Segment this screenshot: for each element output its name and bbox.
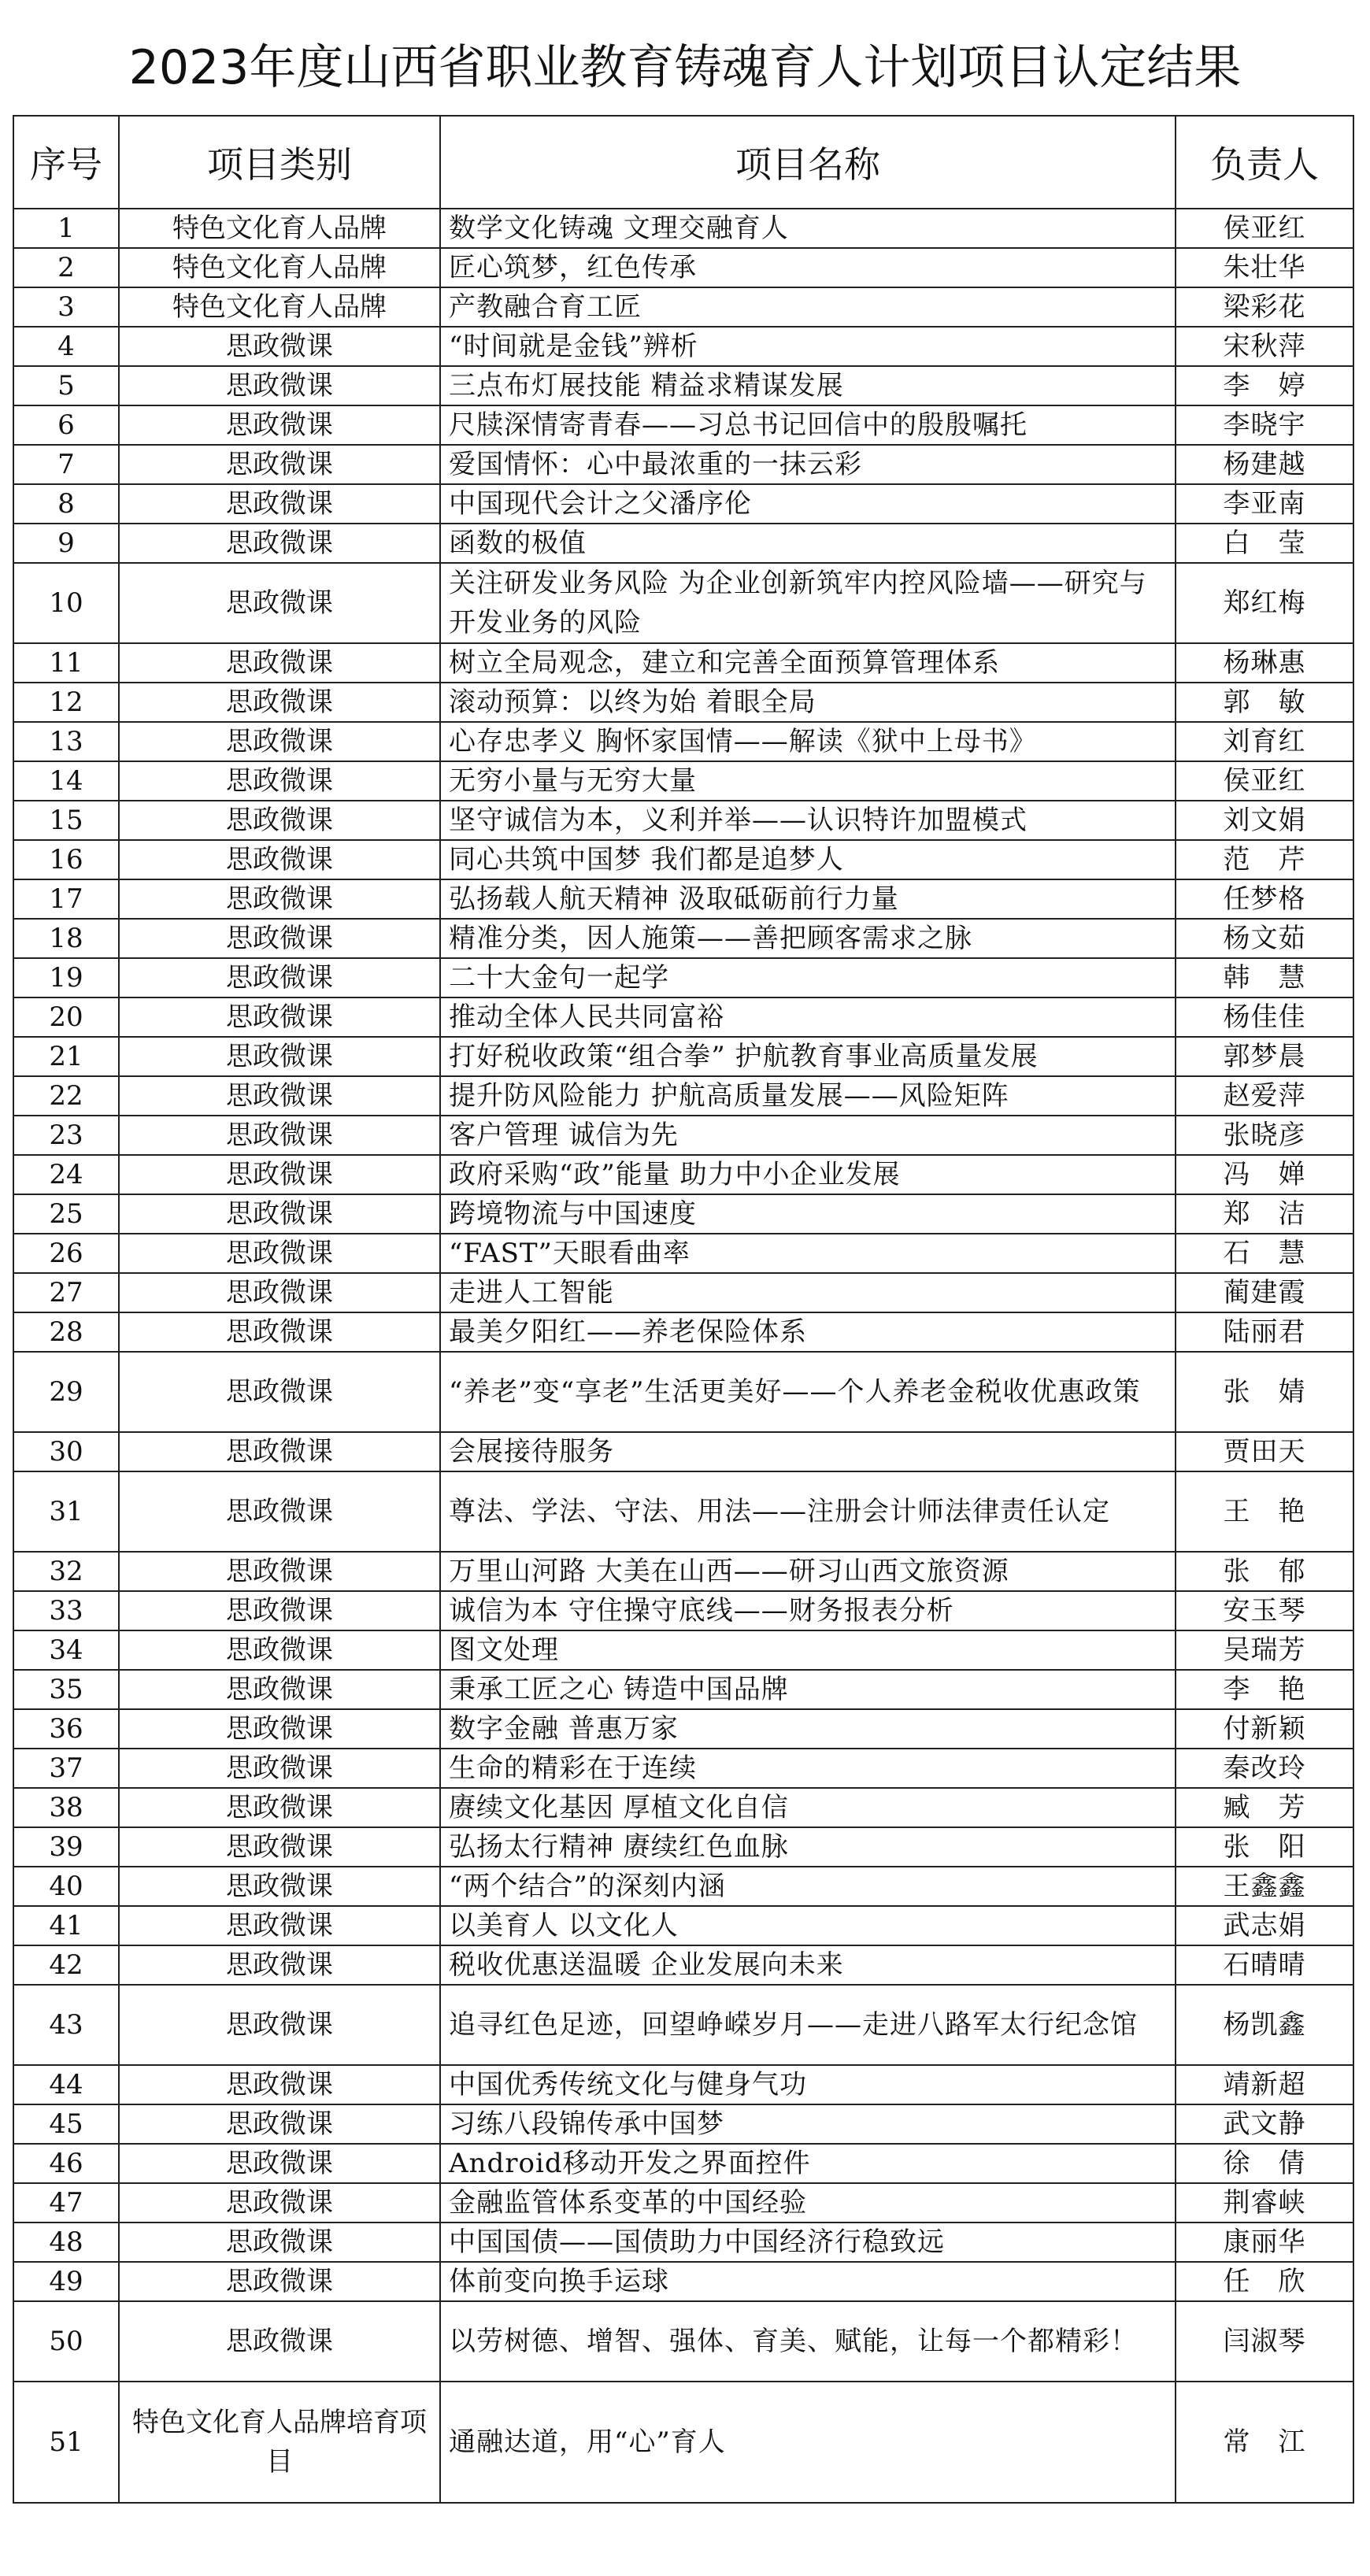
- row-project-name: 走进人工智能: [440, 1273, 1176, 1312]
- table-row: [13, 327, 1353, 366]
- row-owner: 李亚南: [1176, 484, 1353, 524]
- table-row: [13, 2301, 1353, 2382]
- row-number: 32: [13, 1552, 119, 1591]
- row-owner: 张晓彦: [1176, 1116, 1353, 1155]
- table-row: [13, 1827, 1353, 1867]
- table-row: [13, 643, 1353, 683]
- row-number: 9: [13, 524, 119, 563]
- row-project-name: 推动全体人民共同富裕: [440, 997, 1176, 1037]
- row-category: 思政微课: [119, 840, 440, 879]
- row-category: 特色文化育人品牌: [119, 287, 440, 327]
- row-category: 思政微课: [119, 1352, 440, 1432]
- table-row: [13, 484, 1353, 524]
- row-owner: 任梦格: [1176, 879, 1353, 919]
- document-title: 2023年度山西省职业教育铸魂育人计划项目认定结果: [128, 40, 1242, 95]
- table-row: [13, 1788, 1353, 1827]
- row-number: 51: [13, 2382, 119, 2503]
- row-owner: 刘文娟: [1176, 801, 1353, 840]
- table-row: [13, 997, 1353, 1037]
- row-owner: 朱壮华: [1176, 248, 1353, 287]
- table-row: [13, 1037, 1353, 1076]
- row-owner: 梁彩花: [1176, 287, 1353, 327]
- row-owner: 李 艳: [1176, 1670, 1353, 1709]
- row-category: 思政微课: [119, 2223, 440, 2262]
- row-category: 思政微课: [119, 1985, 440, 2065]
- row-owner: 刘育红: [1176, 722, 1353, 761]
- row-owner: 杨佳佳: [1176, 997, 1353, 1037]
- row-project-name: 三点布灯展技能 精益求精谋发展: [440, 366, 1176, 405]
- row-project-name: 政府采购“政”能量 助力中小企业发展: [440, 1155, 1176, 1194]
- row-category: 思政微课: [119, 1591, 440, 1630]
- row-project-name: 滚动预算：以终为始 着眼全局: [440, 683, 1176, 722]
- row-category: 思政微课: [119, 958, 440, 997]
- row-project-name: 打好税收政策“组合拳” 护航教育事业高质量发展: [440, 1037, 1176, 1076]
- row-number: 50: [13, 2301, 119, 2382]
- row-project-name: “时间就是金钱”辨析: [440, 327, 1176, 366]
- row-number: 18: [13, 919, 119, 958]
- table-row: [13, 2382, 1353, 2503]
- row-category: 思政微课: [119, 1155, 440, 1194]
- row-owner: 石 慧: [1176, 1234, 1353, 1273]
- row-number: 34: [13, 1630, 119, 1670]
- row-number: 41: [13, 1906, 119, 1945]
- table-row: [13, 879, 1353, 919]
- row-project-name: 客户管理 诚信为先: [440, 1116, 1176, 1155]
- row-project-name: 秉承工匠之心 铸造中国品牌: [440, 1670, 1176, 1709]
- row-owner: 靖新超: [1176, 2065, 1353, 2104]
- row-project-name: 尊法、学法、守法、用法——注册会计师法律责任认定: [440, 1471, 1176, 1552]
- table-row: [13, 683, 1353, 722]
- row-category: 思政微课: [119, 1709, 440, 1749]
- table-row: [13, 405, 1353, 445]
- row-owner: 郭 敏: [1176, 683, 1353, 722]
- row-project-name: 以劳树德、增智、强体、育美、赋能，让每一个都精彩！: [440, 2301, 1176, 2382]
- row-number: 37: [13, 1749, 119, 1788]
- table-row: [13, 1709, 1353, 1749]
- row-number: 49: [13, 2262, 119, 2301]
- row-category: 思政微课: [119, 1945, 440, 1985]
- row-category: 思政微课: [119, 327, 440, 366]
- row-owner: 陆丽君: [1176, 1312, 1353, 1352]
- row-number: 13: [13, 722, 119, 761]
- row-number: 23: [13, 1116, 119, 1155]
- row-owner: 冯 婵: [1176, 1155, 1353, 1194]
- row-owner: 杨建越: [1176, 445, 1353, 484]
- header-no: 序号: [13, 116, 119, 209]
- row-project-name: 中国优秀传统文化与健身气功: [440, 2065, 1176, 2104]
- row-project-name: 中国国债——国债助力中国经济行稳致远: [440, 2223, 1176, 2262]
- row-project-name: 诚信为本 守住操守底线——财务报表分析: [440, 1591, 1176, 1630]
- table-row: [13, 1552, 1353, 1591]
- table-row: [13, 2223, 1353, 2262]
- table-row: [13, 1234, 1353, 1273]
- row-number: 36: [13, 1709, 119, 1749]
- table-row: [13, 524, 1353, 563]
- row-project-name: 关注研发业务风险 为企业创新筑牢内控风险墙——研究与开发业务的风险: [440, 563, 1176, 643]
- table-row: [13, 1867, 1353, 1906]
- row-number: 14: [13, 761, 119, 801]
- row-project-name: “FAST”天眼看曲率: [440, 1234, 1176, 1273]
- row-category: 思政微课: [119, 1076, 440, 1116]
- row-category: 思政微课: [119, 1432, 440, 1471]
- row-number: 31: [13, 1471, 119, 1552]
- row-number: 21: [13, 1037, 119, 1076]
- table-body: [13, 209, 1353, 2503]
- row-number: 45: [13, 2104, 119, 2144]
- row-owner: 王鑫鑫: [1176, 1867, 1353, 1906]
- row-owner: 范 芹: [1176, 840, 1353, 879]
- table-row: [13, 722, 1353, 761]
- row-category: 思政微课: [119, 2104, 440, 2144]
- row-category: 特色文化育人品牌: [119, 248, 440, 287]
- table-row: [13, 1945, 1353, 1985]
- row-project-name: 跨境物流与中国速度: [440, 1194, 1176, 1234]
- row-number: 11: [13, 643, 119, 683]
- row-project-name: 弘扬载人航天精神 汲取砥砺前行力量: [440, 879, 1176, 919]
- row-category: 思政微课: [119, 2183, 440, 2223]
- row-number: 6: [13, 405, 119, 445]
- row-number: 4: [13, 327, 119, 366]
- row-category: 思政微课: [119, 1471, 440, 1552]
- table-row: [13, 2144, 1353, 2183]
- row-category: 思政微课: [119, 1273, 440, 1312]
- row-category: 思政微课: [119, 1867, 440, 1906]
- row-project-name: 中国现代会计之父潘序伦: [440, 484, 1176, 524]
- row-category: 思政微课: [119, 683, 440, 722]
- row-project-name: 通融达道，用“心”育人: [440, 2382, 1176, 2503]
- row-number: 24: [13, 1155, 119, 1194]
- row-project-name: 体前变向换手运球: [440, 2262, 1176, 2301]
- table-row: [13, 366, 1353, 405]
- row-owner: 任 欣: [1176, 2262, 1353, 2301]
- row-project-name: “两个结合”的深刻内涵: [440, 1867, 1176, 1906]
- table-row: [13, 1194, 1353, 1234]
- row-owner: 臧 芳: [1176, 1788, 1353, 1827]
- table-row: [13, 2262, 1353, 2301]
- row-owner: 秦改玲: [1176, 1749, 1353, 1788]
- row-number: 12: [13, 683, 119, 722]
- table-row: [13, 761, 1353, 801]
- row-project-name: 二十大金句一起学: [440, 958, 1176, 997]
- row-category: 思政微课: [119, 1827, 440, 1867]
- table-row: [13, 1076, 1353, 1116]
- row-number: 30: [13, 1432, 119, 1471]
- row-owner: 杨凯鑫: [1176, 1985, 1353, 2065]
- header-category: 项目类别: [119, 116, 440, 209]
- row-project-name: 以美育人 以文化人: [440, 1906, 1176, 1945]
- table-row: [13, 1471, 1353, 1552]
- table-row: [13, 2183, 1353, 2223]
- row-number: 28: [13, 1312, 119, 1352]
- row-category: 思政微课: [119, 2144, 440, 2183]
- table-row: [13, 1432, 1353, 1471]
- row-number: 47: [13, 2183, 119, 2223]
- table-row: [13, 801, 1353, 840]
- row-number: 22: [13, 1076, 119, 1116]
- row-category: 思政微课: [119, 2262, 440, 2301]
- row-project-name: 匠心筑梦，红色传承: [440, 248, 1176, 287]
- row-category: 思政微课: [119, 997, 440, 1037]
- table-row: [13, 1906, 1353, 1945]
- row-owner: 安玉琴: [1176, 1591, 1353, 1630]
- table-row: [13, 840, 1353, 879]
- row-project-name: “养老”变“享老”生活更美好——个人养老金税收优惠政策: [440, 1352, 1176, 1432]
- row-category: 思政微课: [119, 1630, 440, 1670]
- row-category: 思政微课: [119, 1552, 440, 1591]
- row-category: 思政微课: [119, 2301, 440, 2382]
- row-number: 42: [13, 1945, 119, 1985]
- row-number: 39: [13, 1827, 119, 1867]
- row-category: 思政微课: [119, 801, 440, 840]
- table-row: [13, 2065, 1353, 2104]
- row-project-name: 函数的极值: [440, 524, 1176, 563]
- row-number: 38: [13, 1788, 119, 1827]
- row-owner: 石晴晴: [1176, 1945, 1353, 1985]
- row-owner: 赵爱萍: [1176, 1076, 1353, 1116]
- row-project-name: 尺牍深情寄青春——习总书记回信中的殷殷嘱托: [440, 405, 1176, 445]
- row-owner: 郑 洁: [1176, 1194, 1353, 1234]
- row-project-name: 坚守诚信为本，义利并举——认识特许加盟模式: [440, 801, 1176, 840]
- row-number: 27: [13, 1273, 119, 1312]
- row-project-name: 产教融合育工匠: [440, 287, 1176, 327]
- row-category: 思政微课: [119, 761, 440, 801]
- row-project-name: 数学文化铸魂 文理交融育人: [440, 209, 1176, 248]
- row-owner: 蔺建霞: [1176, 1273, 1353, 1312]
- row-category: 思政微课: [119, 445, 440, 484]
- row-project-name: 习练八段锦传承中国梦: [440, 2104, 1176, 2144]
- row-owner: 徐 倩: [1176, 2144, 1353, 2183]
- table-row: [13, 1312, 1353, 1352]
- row-number: 8: [13, 484, 119, 524]
- row-category: 特色文化育人品牌培育项目: [119, 2382, 440, 2503]
- row-number: 16: [13, 840, 119, 879]
- results-table: [13, 115, 1354, 2504]
- row-owner: 王 艳: [1176, 1471, 1353, 1552]
- row-owner: 李晓宇: [1176, 405, 1353, 445]
- row-number: 19: [13, 958, 119, 997]
- table-row: [13, 1670, 1353, 1709]
- row-category: 思政微课: [119, 1234, 440, 1273]
- row-owner: 杨文茹: [1176, 919, 1353, 958]
- row-number: 1: [13, 209, 119, 248]
- row-project-name: 提升防风险能力 护航高质量发展——风险矩阵: [440, 1076, 1176, 1116]
- row-number: 20: [13, 997, 119, 1037]
- row-category: 思政微课: [119, 484, 440, 524]
- table-header-row: [13, 116, 1353, 209]
- row-owner: 武志娟: [1176, 1906, 1353, 1945]
- table-row: [13, 1155, 1353, 1194]
- row-owner: 杨琳惠: [1176, 643, 1353, 683]
- row-number: 5: [13, 366, 119, 405]
- row-project-name: 精准分类，因人施策——善把顾客需求之脉: [440, 919, 1176, 958]
- row-number: 44: [13, 2065, 119, 2104]
- row-category: 思政微课: [119, 1194, 440, 1234]
- row-project-name: 最美夕阳红——养老保险体系: [440, 1312, 1176, 1352]
- row-category: 思政微课: [119, 1788, 440, 1827]
- row-number: 15: [13, 801, 119, 840]
- row-owner: 武文静: [1176, 2104, 1353, 2144]
- row-category: 思政微课: [119, 1037, 440, 1076]
- row-category: 思政微课: [119, 2065, 440, 2104]
- row-owner: 康丽华: [1176, 2223, 1353, 2262]
- row-category: 思政微课: [119, 879, 440, 919]
- table-row: [13, 1591, 1353, 1630]
- row-number: 3: [13, 287, 119, 327]
- row-project-name: 赓续文化基因 厚植文化自信: [440, 1788, 1176, 1827]
- row-number: 17: [13, 879, 119, 919]
- row-number: 33: [13, 1591, 119, 1630]
- header-owner: 负责人: [1176, 116, 1353, 209]
- row-owner: 白 莹: [1176, 524, 1353, 563]
- row-project-name: 追寻红色足迹，回望峥嵘岁月——走进八路军太行纪念馆: [440, 1985, 1176, 2065]
- row-owner: 韩 慧: [1176, 958, 1353, 997]
- row-category: 思政微课: [119, 1906, 440, 1945]
- table-row: [13, 958, 1353, 997]
- table-row: [13, 209, 1353, 248]
- row-category: 思政微课: [119, 919, 440, 958]
- row-owner: 荆睿峡: [1176, 2183, 1353, 2223]
- row-category: 思政微课: [119, 366, 440, 405]
- row-category: 思政微课: [119, 722, 440, 761]
- row-owner: 付新颖: [1176, 1709, 1353, 1749]
- table-row: [13, 1273, 1353, 1312]
- row-project-name: 数字金融 普惠万家: [440, 1709, 1176, 1749]
- row-owner: 宋秋萍: [1176, 327, 1353, 366]
- table-row: [13, 1749, 1353, 1788]
- table-row: [13, 2104, 1353, 2144]
- row-project-name: 弘扬太行精神 赓续红色血脉: [440, 1827, 1176, 1867]
- row-number: 10: [13, 563, 119, 643]
- row-project-name: 金融监管体系变革的中国经验: [440, 2183, 1176, 2223]
- row-owner: 郭梦晨: [1176, 1037, 1353, 1076]
- row-category: 思政微课: [119, 405, 440, 445]
- row-project-name: 会展接待服务: [440, 1432, 1176, 1471]
- row-number: 26: [13, 1234, 119, 1273]
- table-row: [13, 445, 1353, 484]
- row-project-name: 生命的精彩在于连续: [440, 1749, 1176, 1788]
- header-name: 项目名称: [440, 116, 1176, 209]
- row-number: 25: [13, 1194, 119, 1234]
- row-number: 43: [13, 1985, 119, 2065]
- table-row: [13, 248, 1353, 287]
- row-owner: 常 江: [1176, 2382, 1353, 2503]
- row-owner: 郑红梅: [1176, 563, 1353, 643]
- table-row: [13, 563, 1353, 643]
- table-row: [13, 1352, 1353, 1432]
- row-project-name: 无穷小量与无穷大量: [440, 761, 1176, 801]
- row-project-name: 心存忠孝义 胸怀家国情——解读《狱中上母书》: [440, 722, 1176, 761]
- row-project-name: 万里山河路 大美在山西——研习山西文旅资源: [440, 1552, 1176, 1591]
- row-category: 思政微课: [119, 1116, 440, 1155]
- row-owner: 张 郁: [1176, 1552, 1353, 1591]
- row-number: 40: [13, 1867, 119, 1906]
- table-row: [13, 287, 1353, 327]
- table-row: [13, 1630, 1353, 1670]
- row-category: 思政微课: [119, 1312, 440, 1352]
- row-owner: 吴瑞芳: [1176, 1630, 1353, 1670]
- row-owner: 侯亚红: [1176, 761, 1353, 801]
- row-number: 2: [13, 248, 119, 287]
- row-category: 思政微课: [119, 1749, 440, 1788]
- row-owner: 张 婧: [1176, 1352, 1353, 1432]
- row-category: 思政微课: [119, 643, 440, 683]
- row-category: 思政微课: [119, 563, 440, 643]
- row-owner: 侯亚红: [1176, 209, 1353, 248]
- row-owner: 贾田天: [1176, 1432, 1353, 1471]
- row-project-name: 税收优惠送温暖 企业发展向未来: [440, 1945, 1176, 1985]
- row-project-name: 图文处理: [440, 1630, 1176, 1670]
- row-owner: 张 阳: [1176, 1827, 1353, 1867]
- row-owner: 闫淑琴: [1176, 2301, 1353, 2382]
- row-number: 48: [13, 2223, 119, 2262]
- row-number: 35: [13, 1670, 119, 1709]
- row-category: 特色文化育人品牌: [119, 209, 440, 248]
- row-project-name: 树立全局观念，建立和完善全面预算管理体系: [440, 643, 1176, 683]
- table-row: [13, 1116, 1353, 1155]
- row-category: 思政微课: [119, 524, 440, 563]
- row-project-name: Android移动开发之界面控件: [440, 2144, 1176, 2183]
- table-row: [13, 1985, 1353, 2065]
- row-project-name: 同心共筑中国梦 我们都是追梦人: [440, 840, 1176, 879]
- row-category: 思政微课: [119, 1670, 440, 1709]
- row-number: 29: [13, 1352, 119, 1432]
- table-row: [13, 919, 1353, 958]
- row-project-name: 爱国情怀：心中最浓重的一抹云彩: [440, 445, 1176, 484]
- row-number: 46: [13, 2144, 119, 2183]
- row-number: 7: [13, 445, 119, 484]
- row-owner: 李 婷: [1176, 366, 1353, 405]
